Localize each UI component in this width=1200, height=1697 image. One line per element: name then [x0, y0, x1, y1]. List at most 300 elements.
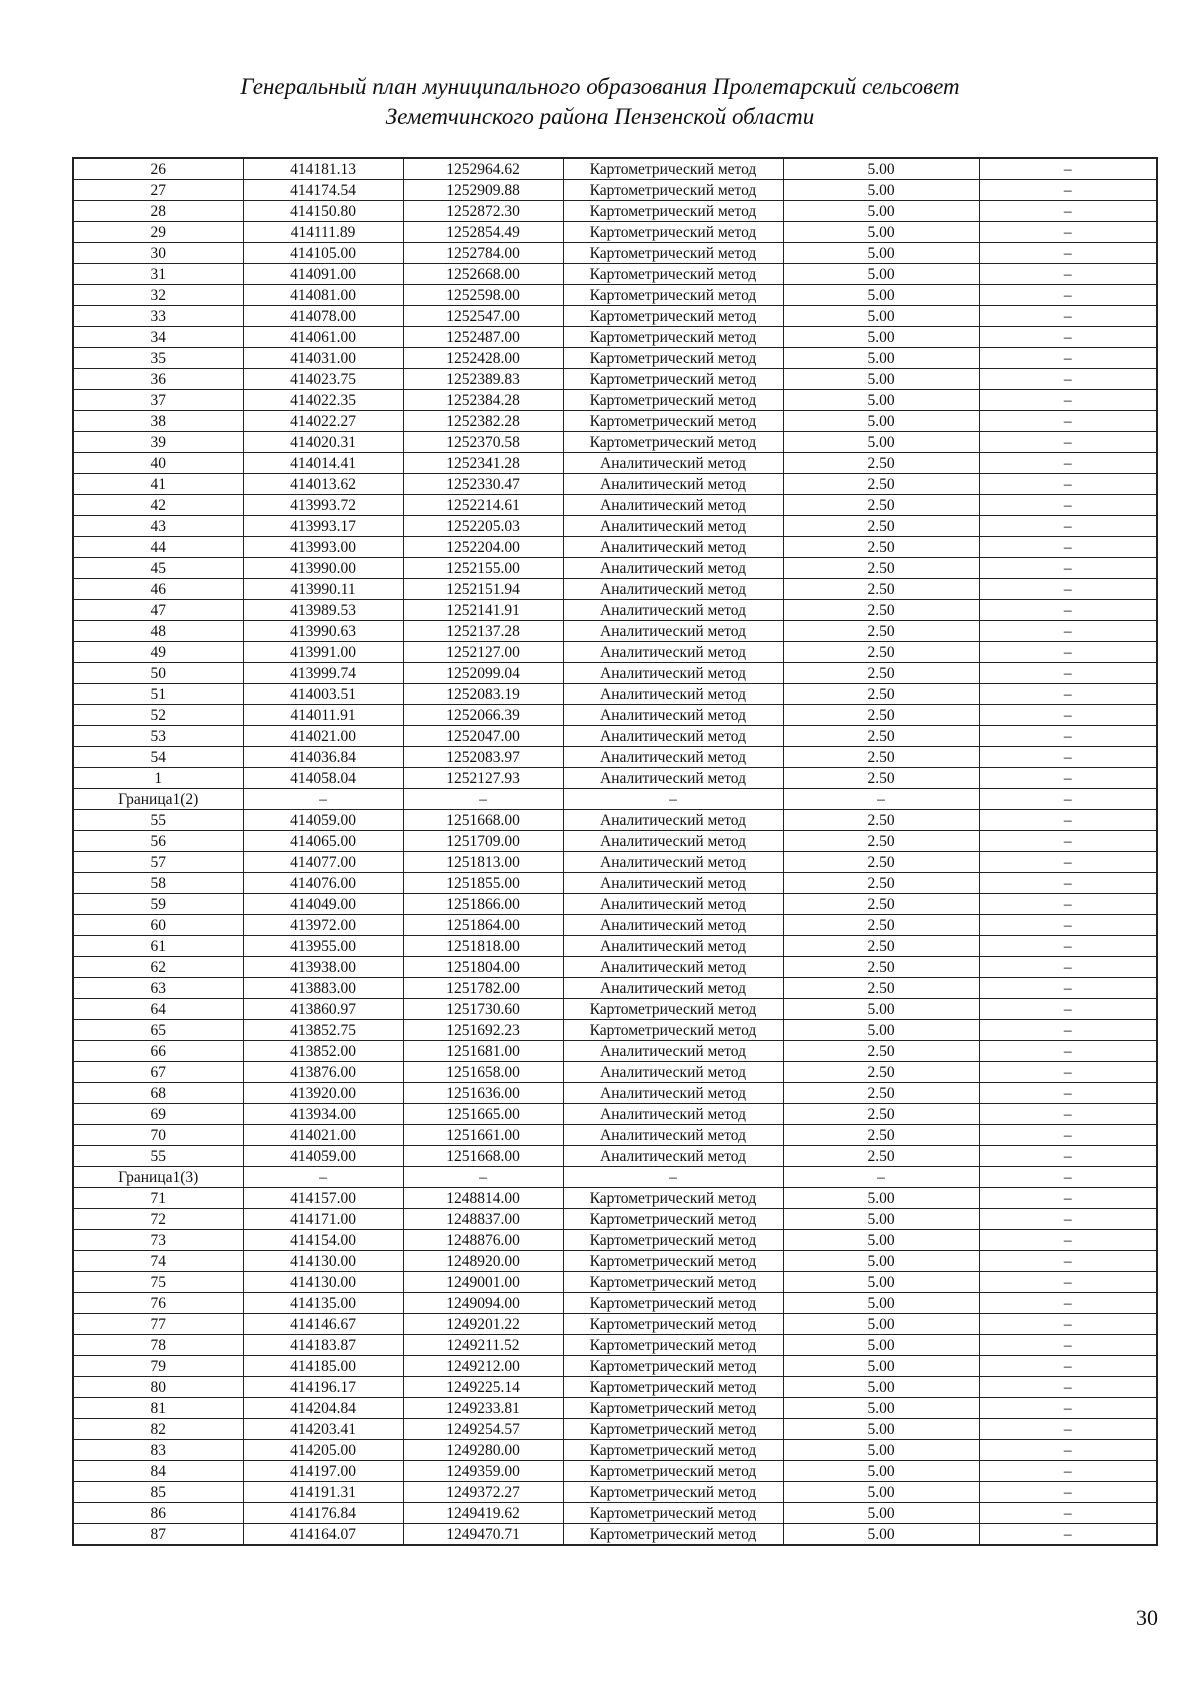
method-cell: Картометрический метод: [563, 411, 783, 432]
point-id-cell: 40: [73, 453, 243, 474]
point-id-cell: 59: [73, 894, 243, 915]
y-coordinate-cell: 1252370.58: [403, 432, 563, 453]
table-row: [73, 495, 1157, 516]
x-coordinate-cell: 414059.00: [243, 1146, 403, 1167]
point-id-cell: 79: [73, 1356, 243, 1377]
table-row: [73, 1461, 1157, 1482]
y-coordinate-cell: 1251668.00: [403, 810, 563, 831]
x-coordinate-cell: 414061.00: [243, 327, 403, 348]
table-row: [73, 642, 1157, 663]
point-id-cell: 35: [73, 348, 243, 369]
accuracy-cell: 5.00: [783, 432, 979, 453]
description-cell: –: [979, 516, 1157, 537]
accuracy-cell: 2.50: [783, 579, 979, 600]
description-cell: –: [979, 642, 1157, 663]
x-coordinate-cell: 414076.00: [243, 873, 403, 894]
description-cell: –: [979, 1188, 1157, 1209]
table-row: [73, 1146, 1157, 1167]
method-cell: Аналитический метод: [563, 600, 783, 621]
y-coordinate-cell: 1249001.00: [403, 1272, 563, 1293]
description-cell: –: [979, 390, 1157, 411]
y-coordinate-cell: 1252668.00: [403, 264, 563, 285]
method-cell: Аналитический метод: [563, 936, 783, 957]
description-cell: –: [979, 789, 1157, 810]
accuracy-cell: 5.00: [783, 1377, 979, 1398]
y-coordinate-cell: 1249254.57: [403, 1419, 563, 1440]
x-coordinate-cell: 414196.17: [243, 1377, 403, 1398]
y-coordinate-cell: –: [403, 1167, 563, 1188]
accuracy-cell: 5.00: [783, 327, 979, 348]
description-cell: –: [979, 810, 1157, 831]
method-cell: Аналитический метод: [563, 1041, 783, 1062]
x-coordinate-cell: 413989.53: [243, 600, 403, 621]
x-coordinate-cell: 414164.07: [243, 1524, 403, 1546]
point-id-cell: 47: [73, 600, 243, 621]
method-cell: Картометрический метод: [563, 1314, 783, 1335]
point-id-cell: 69: [73, 1104, 243, 1125]
method-cell: Картометрический метод: [563, 1419, 783, 1440]
accuracy-cell: 2.50: [783, 768, 979, 789]
description-cell: –: [979, 264, 1157, 285]
y-coordinate-cell: 1252872.30: [403, 201, 563, 222]
table-row: [73, 201, 1157, 222]
method-cell: –: [563, 789, 783, 810]
x-coordinate-cell: 414130.00: [243, 1251, 403, 1272]
method-cell: Аналитический метод: [563, 831, 783, 852]
x-coordinate-cell: 413993.17: [243, 516, 403, 537]
x-coordinate-cell: 414130.00: [243, 1272, 403, 1293]
x-coordinate-cell: 414197.00: [243, 1461, 403, 1482]
table-row: [73, 810, 1157, 831]
x-coordinate-cell: 414203.41: [243, 1419, 403, 1440]
method-cell: Картометрический метод: [563, 327, 783, 348]
description-cell: –: [979, 936, 1157, 957]
description-cell: –: [979, 495, 1157, 516]
y-coordinate-cell: 1252099.04: [403, 663, 563, 684]
y-coordinate-cell: 1251864.00: [403, 915, 563, 936]
y-coordinate-cell: 1252205.03: [403, 516, 563, 537]
table-row: [73, 537, 1157, 558]
y-coordinate-cell: 1252141.91: [403, 600, 563, 621]
method-cell: Картометрический метод: [563, 390, 783, 411]
x-coordinate-cell: 414022.27: [243, 411, 403, 432]
table-row: [73, 1377, 1157, 1398]
table-row: [73, 306, 1157, 327]
method-cell: Аналитический метод: [563, 852, 783, 873]
x-coordinate-cell: 414031.00: [243, 348, 403, 369]
x-coordinate-cell: 414176.84: [243, 1503, 403, 1524]
accuracy-cell: 5.00: [783, 158, 979, 180]
accuracy-cell: 5.00: [783, 1503, 979, 1524]
x-coordinate-cell: 413993.00: [243, 537, 403, 558]
y-coordinate-cell: 1251813.00: [403, 852, 563, 873]
x-coordinate-cell: 414204.84: [243, 1398, 403, 1419]
table-row: [73, 264, 1157, 285]
accuracy-cell: 5.00: [783, 306, 979, 327]
table-row: [73, 1083, 1157, 1104]
accuracy-cell: 2.50: [783, 453, 979, 474]
y-coordinate-cell: 1252047.00: [403, 726, 563, 747]
point-id-cell: 62: [73, 957, 243, 978]
method-cell: Аналитический метод: [563, 1125, 783, 1146]
y-coordinate-cell: 1251866.00: [403, 894, 563, 915]
description-cell: –: [979, 747, 1157, 768]
accuracy-cell: 5.00: [783, 1482, 979, 1503]
method-cell: Аналитический метод: [563, 747, 783, 768]
accuracy-cell: 5.00: [783, 285, 979, 306]
table-row: [73, 831, 1157, 852]
point-id-cell: 84: [73, 1461, 243, 1482]
x-coordinate-cell: –: [243, 1167, 403, 1188]
description-cell: –: [979, 158, 1157, 180]
description-cell: –: [979, 873, 1157, 894]
x-coordinate-cell: 413934.00: [243, 1104, 403, 1125]
accuracy-cell: 5.00: [783, 1356, 979, 1377]
description-cell: –: [979, 831, 1157, 852]
table-row: [73, 1524, 1157, 1546]
point-id-cell: 76: [73, 1293, 243, 1314]
y-coordinate-cell: 1251636.00: [403, 1083, 563, 1104]
y-coordinate-cell: 1248814.00: [403, 1188, 563, 1209]
point-id-cell: 49: [73, 642, 243, 663]
accuracy-cell: 5.00: [783, 999, 979, 1020]
point-id-cell: 77: [73, 1314, 243, 1335]
method-cell: Аналитический метод: [563, 915, 783, 936]
description-cell: –: [979, 1314, 1157, 1335]
point-id-cell: 52: [73, 705, 243, 726]
description-cell: –: [979, 1440, 1157, 1461]
point-id-cell: 28: [73, 201, 243, 222]
description-cell: –: [979, 285, 1157, 306]
accuracy-cell: 5.00: [783, 411, 979, 432]
method-cell: Аналитический метод: [563, 1062, 783, 1083]
description-cell: –: [979, 558, 1157, 579]
x-coordinate-cell: 414059.00: [243, 810, 403, 831]
point-id-cell: Граница1(2): [73, 789, 243, 810]
table-row: [73, 1062, 1157, 1083]
y-coordinate-cell: 1248876.00: [403, 1230, 563, 1251]
x-coordinate-cell: 414078.00: [243, 306, 403, 327]
table-row: [73, 1104, 1157, 1125]
accuracy-cell: 2.50: [783, 663, 979, 684]
x-coordinate-cell: 414058.04: [243, 768, 403, 789]
x-coordinate-cell: 413993.72: [243, 495, 403, 516]
y-coordinate-cell: 1252204.00: [403, 537, 563, 558]
method-cell: Картометрический метод: [563, 999, 783, 1020]
x-coordinate-cell: 414181.13: [243, 158, 403, 180]
accuracy-cell: 5.00: [783, 1314, 979, 1335]
method-cell: Аналитический метод: [563, 894, 783, 915]
description-cell: –: [979, 327, 1157, 348]
method-cell: Аналитический метод: [563, 558, 783, 579]
x-coordinate-cell: 414157.00: [243, 1188, 403, 1209]
accuracy-cell: 2.50: [783, 747, 979, 768]
table-row: [73, 1440, 1157, 1461]
x-coordinate-cell: 413920.00: [243, 1083, 403, 1104]
method-cell: Аналитический метод: [563, 768, 783, 789]
x-coordinate-cell: 414049.00: [243, 894, 403, 915]
y-coordinate-cell: 1252330.47: [403, 474, 563, 495]
point-id-cell: 86: [73, 1503, 243, 1524]
accuracy-cell: 2.50: [783, 831, 979, 852]
y-coordinate-cell: 1252547.00: [403, 306, 563, 327]
point-id-cell: 87: [73, 1524, 243, 1546]
accuracy-cell: 2.50: [783, 852, 979, 873]
x-coordinate-cell: 413990.11: [243, 579, 403, 600]
point-id-cell: 58: [73, 873, 243, 894]
description-cell: –: [979, 978, 1157, 999]
description-cell: –: [979, 1251, 1157, 1272]
point-id-cell: 83: [73, 1440, 243, 1461]
header-line-2: Земетчинского района Пензенской области: [385, 104, 815, 129]
accuracy-cell: 5.00: [783, 1251, 979, 1272]
x-coordinate-cell: 414023.75: [243, 369, 403, 390]
x-coordinate-cell: 414077.00: [243, 852, 403, 873]
description-cell: –: [979, 1146, 1157, 1167]
accuracy-cell: 2.50: [783, 1041, 979, 1062]
y-coordinate-cell: 1252909.88: [403, 180, 563, 201]
accuracy-cell: 5.00: [783, 201, 979, 222]
accuracy-cell: 2.50: [783, 558, 979, 579]
y-coordinate-cell: 1251658.00: [403, 1062, 563, 1083]
y-coordinate-cell: 1249233.81: [403, 1398, 563, 1419]
point-id-cell: 56: [73, 831, 243, 852]
method-cell: Картометрический метод: [563, 222, 783, 243]
y-coordinate-cell: 1252127.00: [403, 642, 563, 663]
x-coordinate-cell: 414174.54: [243, 180, 403, 201]
y-coordinate-cell: 1252155.00: [403, 558, 563, 579]
accuracy-cell: 5.00: [783, 1293, 979, 1314]
point-id-cell: 34: [73, 327, 243, 348]
y-coordinate-cell: 1252151.94: [403, 579, 563, 600]
accuracy-cell: 5.00: [783, 1335, 979, 1356]
method-cell: Картометрический метод: [563, 306, 783, 327]
accuracy-cell: 2.50: [783, 705, 979, 726]
x-coordinate-cell: 414021.00: [243, 1125, 403, 1146]
description-cell: –: [979, 915, 1157, 936]
x-coordinate-cell: 414065.00: [243, 831, 403, 852]
method-cell: Аналитический метод: [563, 453, 783, 474]
description-cell: –: [979, 726, 1157, 747]
point-id-cell: 82: [73, 1419, 243, 1440]
y-coordinate-cell: 1249470.71: [403, 1524, 563, 1546]
table-row: [73, 978, 1157, 999]
point-id-cell: 43: [73, 516, 243, 537]
table-row: [73, 348, 1157, 369]
table-row: [73, 327, 1157, 348]
method-cell: Аналитический метод: [563, 663, 783, 684]
x-coordinate-cell: 414105.00: [243, 243, 403, 264]
description-cell: –: [979, 537, 1157, 558]
description-cell: –: [979, 1482, 1157, 1503]
table-row: [73, 1188, 1157, 1209]
x-coordinate-cell: 414021.00: [243, 726, 403, 747]
accuracy-cell: 2.50: [783, 621, 979, 642]
table-row: [73, 600, 1157, 621]
x-coordinate-cell: –: [243, 789, 403, 810]
y-coordinate-cell: 1249212.00: [403, 1356, 563, 1377]
x-coordinate-cell: 413938.00: [243, 957, 403, 978]
point-id-cell: Граница1(3): [73, 1167, 243, 1188]
method-cell: Аналитический метод: [563, 1146, 783, 1167]
x-coordinate-cell: 413860.97: [243, 999, 403, 1020]
method-cell: Аналитический метод: [563, 495, 783, 516]
table-row: [73, 936, 1157, 957]
y-coordinate-cell: 1252428.00: [403, 348, 563, 369]
point-id-cell: 41: [73, 474, 243, 495]
x-coordinate-cell: 413991.00: [243, 642, 403, 663]
accuracy-cell: 5.00: [783, 1461, 979, 1482]
description-cell: –: [979, 1020, 1157, 1041]
x-coordinate-cell: 414146.67: [243, 1314, 403, 1335]
y-coordinate-cell: 1252083.97: [403, 747, 563, 768]
x-coordinate-cell: 414150.80: [243, 201, 403, 222]
table-row: [73, 1125, 1157, 1146]
description-cell: –: [979, 432, 1157, 453]
point-id-cell: 33: [73, 306, 243, 327]
x-coordinate-cell: 413999.74: [243, 663, 403, 684]
table-row: [73, 432, 1157, 453]
y-coordinate-cell: 1248920.00: [403, 1251, 563, 1272]
description-cell: –: [979, 222, 1157, 243]
description-cell: –: [979, 894, 1157, 915]
x-coordinate-cell: 414020.31: [243, 432, 403, 453]
point-id-cell: 53: [73, 726, 243, 747]
x-coordinate-cell: 414191.31: [243, 1482, 403, 1503]
coordinates-table: [72, 157, 1158, 1546]
accuracy-cell: 5.00: [783, 1230, 979, 1251]
y-coordinate-cell: 1252382.28: [403, 411, 563, 432]
accuracy-cell: 5.00: [783, 1020, 979, 1041]
accuracy-cell: 2.50: [783, 642, 979, 663]
table-row: [73, 999, 1157, 1020]
x-coordinate-cell: 414011.91: [243, 705, 403, 726]
description-cell: –: [979, 768, 1157, 789]
accuracy-cell: 2.50: [783, 600, 979, 621]
point-id-cell: 48: [73, 621, 243, 642]
point-id-cell: 46: [73, 579, 243, 600]
x-coordinate-cell: 414183.87: [243, 1335, 403, 1356]
description-cell: –: [979, 1356, 1157, 1377]
table-row: [73, 516, 1157, 537]
accuracy-cell: 5.00: [783, 1209, 979, 1230]
table-row: [73, 894, 1157, 915]
accuracy-cell: 5.00: [783, 390, 979, 411]
method-cell: Картометрический метод: [563, 180, 783, 201]
accuracy-cell: 2.50: [783, 978, 979, 999]
table-row: [73, 1335, 1157, 1356]
method-cell: Аналитический метод: [563, 621, 783, 642]
method-cell: Аналитический метод: [563, 642, 783, 663]
table-row: [73, 180, 1157, 201]
table-row: [73, 1251, 1157, 1272]
table-row: [73, 369, 1157, 390]
description-cell: –: [979, 600, 1157, 621]
point-id-cell: 27: [73, 180, 243, 201]
table-row: [73, 915, 1157, 936]
y-coordinate-cell: 1249280.00: [403, 1440, 563, 1461]
y-coordinate-cell: 1252389.83: [403, 369, 563, 390]
point-id-cell: 51: [73, 684, 243, 705]
point-id-cell: 73: [73, 1230, 243, 1251]
y-coordinate-cell: 1251661.00: [403, 1125, 563, 1146]
method-cell: Картометрический метод: [563, 1020, 783, 1041]
x-coordinate-cell: 414013.62: [243, 474, 403, 495]
accuracy-cell: 2.50: [783, 957, 979, 978]
point-id-cell: 50: [73, 663, 243, 684]
method-cell: Аналитический метод: [563, 684, 783, 705]
x-coordinate-cell: 413972.00: [243, 915, 403, 936]
description-cell: –: [979, 957, 1157, 978]
method-cell: –: [563, 1167, 783, 1188]
point-id-cell: 63: [73, 978, 243, 999]
y-coordinate-cell: 1251709.00: [403, 831, 563, 852]
table-row: [73, 243, 1157, 264]
method-cell: Аналитический метод: [563, 1104, 783, 1125]
accuracy-cell: 2.50: [783, 915, 979, 936]
y-coordinate-cell: 1249211.52: [403, 1335, 563, 1356]
description-cell: –: [979, 1167, 1157, 1188]
description-cell: –: [979, 453, 1157, 474]
y-coordinate-cell: 1251818.00: [403, 936, 563, 957]
y-coordinate-cell: 1248837.00: [403, 1209, 563, 1230]
method-cell: Аналитический метод: [563, 873, 783, 894]
accuracy-cell: 5.00: [783, 1188, 979, 1209]
x-coordinate-cell: 414036.84: [243, 747, 403, 768]
y-coordinate-cell: 1252127.93: [403, 768, 563, 789]
point-id-cell: 57: [73, 852, 243, 873]
x-coordinate-cell: 413990.00: [243, 558, 403, 579]
point-id-cell: 26: [73, 158, 243, 180]
x-coordinate-cell: 413852.75: [243, 1020, 403, 1041]
method-cell: Картометрический метод: [563, 1230, 783, 1251]
point-id-cell: 72: [73, 1209, 243, 1230]
accuracy-cell: –: [783, 789, 979, 810]
document-header: [0, 72, 1200, 132]
method-cell: Картометрический метод: [563, 1377, 783, 1398]
y-coordinate-cell: 1252784.00: [403, 243, 563, 264]
y-coordinate-cell: 1252341.28: [403, 453, 563, 474]
description-cell: –: [979, 1230, 1157, 1251]
accuracy-cell: 2.50: [783, 810, 979, 831]
accuracy-cell: 2.50: [783, 474, 979, 495]
method-cell: Аналитический метод: [563, 705, 783, 726]
description-cell: –: [979, 1293, 1157, 1314]
method-cell: Картометрический метод: [563, 1461, 783, 1482]
point-id-cell: 65: [73, 1020, 243, 1041]
table-row: [73, 222, 1157, 243]
y-coordinate-cell: 1251730.60: [403, 999, 563, 1020]
y-coordinate-cell: 1249419.62: [403, 1503, 563, 1524]
table-row: [73, 558, 1157, 579]
method-cell: Картометрический метод: [563, 264, 783, 285]
method-cell: Аналитический метод: [563, 537, 783, 558]
accuracy-cell: 5.00: [783, 222, 979, 243]
table-row: [73, 411, 1157, 432]
accuracy-cell: 2.50: [783, 873, 979, 894]
page-number: 30: [1136, 1605, 1158, 1630]
method-cell: Картометрический метод: [563, 1272, 783, 1293]
table-row: [73, 768, 1157, 789]
x-coordinate-cell: 413883.00: [243, 978, 403, 999]
y-coordinate-cell: 1251665.00: [403, 1104, 563, 1125]
y-coordinate-cell: 1252214.61: [403, 495, 563, 516]
method-cell: Картометрический метод: [563, 1440, 783, 1461]
point-id-cell: 37: [73, 390, 243, 411]
description-cell: –: [979, 663, 1157, 684]
point-id-cell: 78: [73, 1335, 243, 1356]
table-row: [73, 957, 1157, 978]
